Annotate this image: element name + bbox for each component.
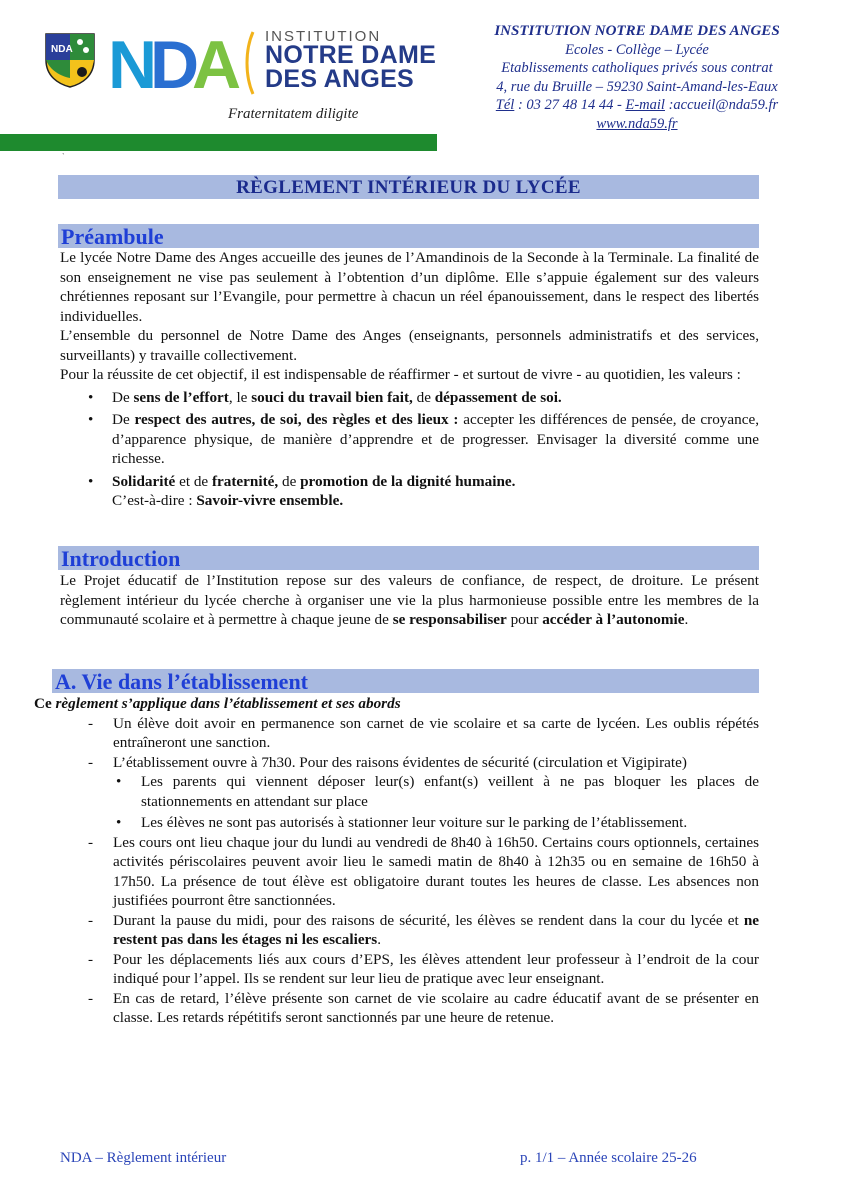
rule-item-1: - Un élève doit avoir en permanence son carnet de vie scolaire et sa carte de lycéen. Les oublis répétés entraîneront une sanction.: [60, 714, 759, 753]
coat-of-arms-logo: [42, 30, 98, 88]
brand-small-text: INSTITUTION: [265, 28, 382, 45]
value-bullet-3: • Solidarité et de fraternité, de promotion de la dignité humaine.: [60, 472, 759, 492]
rule-item-3: - Les cours ont lieu chaque jour du lundi au vendredi de 8h40 à 16h50. Certains cours optionnels, certaines activités périscolaires peuvent avoir lieu le samedi matin de 8h40 à 12h35 ou en semaine de 16h50 à 17h50. La présence de tout élève est obligatoire durant toutes les heures de classe. Les absences non justifiées pourront être sanctionnées.: [60, 833, 759, 911]
value-bullet-3-sub: C’est-à-dire : Savoir-vivre ensemble.: [112, 492, 344, 509]
introduction-paragraph: Le Projet éducatif de l’Institution repose sur des valeurs de confiance, de respect, de droiture. Le présent règlement intérieur du lycée cherche à organiser une vie la plus harmonieuse possible entre les membres de la communauté scolaire et à permettre à chaque jeune de se responsabiliser pour accéder à l’autonomie.: [60, 572, 759, 628]
rule-item-2: - L’établissement ouvre à 7h30. Pour des raisons évidentes de sécurité (circulation et Vigipirate): [60, 753, 759, 773]
preambule-heading: Préambule: [58, 224, 759, 248]
introduction-heading: Introduction: [58, 546, 759, 570]
motto: Fraternitatem diligite: [228, 106, 359, 122]
brand-line-2: DES ANGES: [265, 65, 415, 93]
rule-sub-item-1: • Les parents qui viennent déposer leur(s) enfant(s) veillent à ne pas bloquer les places de stationnements en attendant sur place: [60, 772, 759, 811]
introduction-body: [60, 571, 759, 630]
rule-item-4: - Durant la pause du midi, pour des raisons de sécurité, les élèves se rendent dans la cour du lycée et ne restent pas dans les étages ni les escaliers.: [60, 911, 759, 950]
value-bullet-1: • De sens de l’effort, le souci du travail bien fait, de dépassement de soi.: [60, 388, 759, 408]
svg-text:N: N: [108, 32, 153, 94]
value-bullet-2: • De respect des autres, de soi, des règles et des lieux : accepter les différences de pensée, de croyance, d’apparence physique, de manière d’apprendre et de progresser. Envisager la diversité comme une richesse.: [60, 410, 759, 469]
rule-item-6: - En cas de retard, l’élève présente son carnet de vie scolaire au cadre éducatif avant de se présenter en classe. Les retards répétitifs seront sanctionnés par une heure de retenue.: [60, 989, 759, 1028]
preambule-paragraph-2: L’ensemble du personnel de Notre Dame des Anges (enseignants, personnels administratifs et des services, surveillants) y travaille collectivement.: [60, 327, 759, 364]
section-a-heading: A. Vie dans l’établissement: [52, 669, 759, 693]
svg-text:D: D: [150, 32, 195, 94]
contact-block: [454, 22, 820, 133]
footer-right: p. 1/1 – Année scolaire 25-26: [520, 1150, 697, 1166]
contact-line-2: Etablissements catholiques privés sous contrat: [501, 60, 773, 76]
green-header-bar: [0, 134, 437, 151]
section-a-subtitle: Ce règlement s’applique dans l’établissement et ses abords: [34, 695, 401, 712]
tick-mark: `: [62, 152, 65, 161]
preambule-paragraph-3: Pour la réussite de cet objectif, il est indispensable de réaffirmer - et surtout de vivre - au quotidien, les valeurs :: [60, 366, 741, 383]
tel-label: Tél: [495, 97, 515, 113]
contact-line-5: [454, 115, 820, 134]
contact-institution: INSTITUTION NOTRE DAME DES ANGES: [494, 23, 780, 39]
tel-value: : 03 27 48 14 44 -: [514, 97, 626, 113]
contact-line-4: [454, 96, 820, 115]
nda-logo: [108, 32, 240, 94]
contact-line-3: 4, rue du Bruille – 59230 Saint-Amand-les-Eaux: [496, 78, 778, 95]
rule-sub-item-2: • Les élèves ne sont pas autorisés à stationner leur voiture sur le parking de l’établissement.: [60, 813, 759, 833]
section-a-body: [34, 694, 759, 1028]
email-value: :accueil@nda59.fr: [664, 97, 779, 113]
preambule-body: [60, 248, 759, 511]
svg-text:A: A: [192, 32, 240, 94]
brand-line-1: NOTRE DAME: [265, 41, 437, 69]
svg-text:NDA: NDA: [51, 44, 73, 55]
preambule-paragraph-1: Le lycée Notre Dame des Anges accueille des jeunes de l’Amandinois de la Seconde à la Terminale. La finalité de son enseignement ne vise pas seulement à l’obtention d’un diplôme. Elle s’appuie également sur des valeurs chrétiennes reposant sur l’Evangile, pour permettre à chacun un réel épanouissement, dans le respect des libertés individuelles.: [60, 249, 759, 325]
footer-left: NDA – Règlement intérieur: [60, 1150, 227, 1166]
brand-name: [265, 43, 436, 91]
rule-item-5: - Pour les déplacements liés aux cours d’EPS, les élèves attendent leur professeur à l’endroit de la cour indiqué pour l’appel. Ils se rendent sur leur lieu de pratique avec leur enseignant.: [60, 950, 759, 989]
contact-line-1: Ecoles - Collège – Lycée: [565, 41, 709, 58]
page-title: RÈGLEMENT INTÉRIEUR DU LYCÉE: [58, 175, 759, 199]
website-link[interactable]: www.nda59.fr: [596, 115, 678, 132]
email-link[interactable]: E-mail: [625, 97, 665, 113]
logo-divider: [243, 30, 257, 96]
